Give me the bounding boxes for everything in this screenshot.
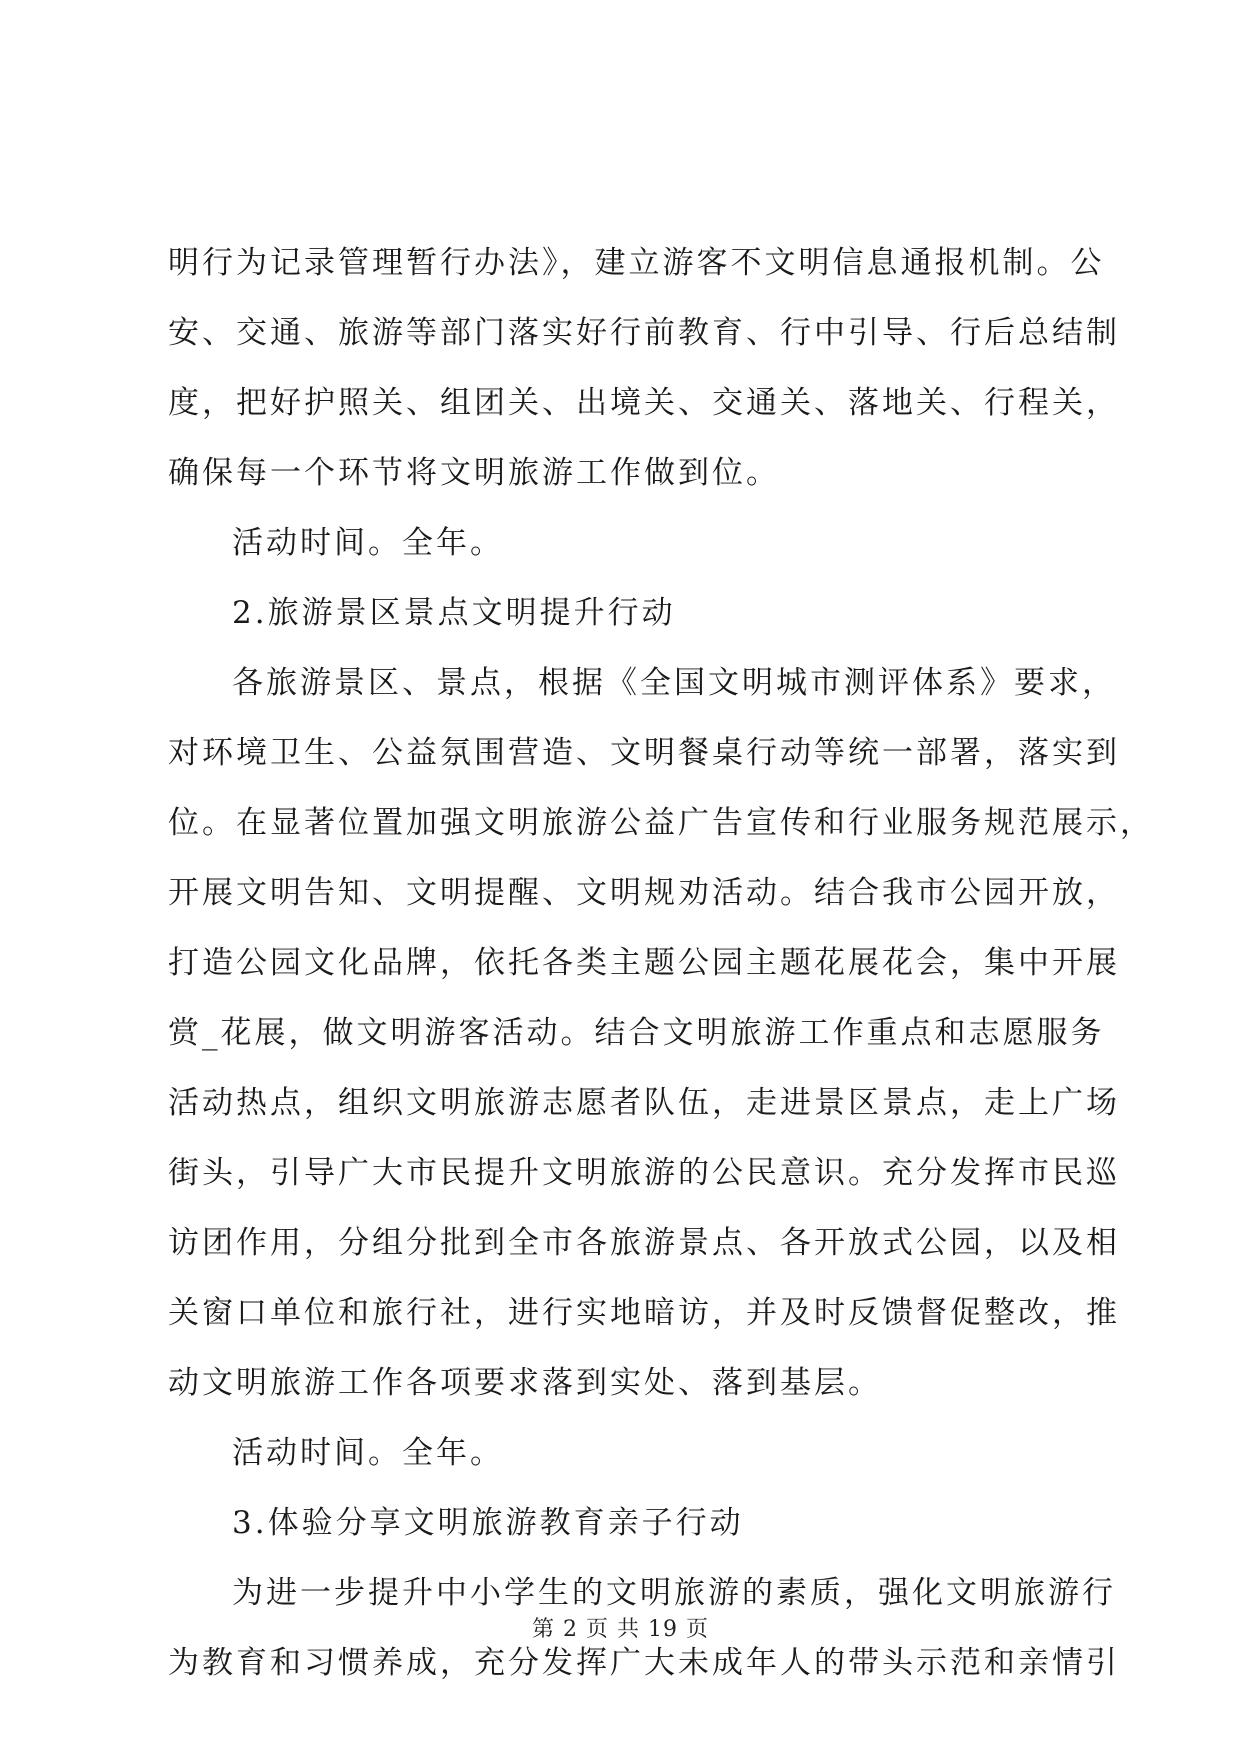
body-line: 确保每一个环节将文明旅游工作做到位。	[168, 455, 780, 491]
body-line: 街头，引导广大市民提升文明旅游的公民意识。充分发挥市民巡	[168, 1155, 1120, 1191]
document-body	[168, 228, 1154, 1698]
body-line: 对环境卫生、公益氛围营造、文明餐桌行动等统一部署，落实到	[168, 735, 1120, 771]
body-line: 活动时间。全年。	[232, 1435, 504, 1471]
body-line: 关窗口单位和旅行社，进行实地暗访，并及时反馈督促整改，推	[168, 1295, 1120, 1331]
body-line: 明行为记录管理暂行办法》，建立游客不文明信息通报机制。公	[168, 245, 1105, 281]
body-line: 各旅游景区、景点，根据《全国文明城市测评体系》要求，	[232, 665, 1116, 701]
body-line: 度，把好护照关、组团关、出境关、交通关、落地关、行程关，	[168, 385, 1120, 421]
body-line: 开展文明告知、文明提醒、文明规劝活动。结合我市公园开放，	[168, 875, 1120, 911]
body-line: 为教育和习惯养成，充分发挥广大未成年人的带头示范和亲情引	[168, 1645, 1120, 1681]
body-line: 2.旅游景区景点文明提升行动	[232, 595, 676, 631]
body-line: 为进一步提升中小学生的文明旅游的素质，强化文明旅游行	[232, 1575, 1116, 1611]
page-number-footer: 第 2 页 共 19 页	[532, 1617, 709, 1642]
body-line: 位。在显著位置加强文明旅游公益广告宣传和行业服务规范展示，	[168, 805, 1154, 841]
body-line: 3.体验分享文明旅游教育亲子行动	[232, 1505, 744, 1541]
body-line: 安、交通、旅游等部门落实好行前教育、行中引导、行后总结制	[168, 315, 1120, 351]
body-line: 活动热点，组织文明旅游志愿者队伍，走进景区景点，走上广场	[168, 1085, 1120, 1121]
body-line: 访团作用，分组分批到全市各旅游景点、各开放式公园，以及相	[168, 1225, 1120, 1261]
body-line: 动文明旅游工作各项要求落到实处、落到基层。	[168, 1365, 882, 1401]
body-line: 赏_花展，做文明游客活动。结合文明旅游工作重点和志愿服务	[168, 1015, 1105, 1051]
body-line: 活动时间。全年。	[232, 525, 504, 561]
body-line: 打造公园文化品牌，依托各类主题公园主题花展花会，集中开展	[168, 945, 1120, 981]
